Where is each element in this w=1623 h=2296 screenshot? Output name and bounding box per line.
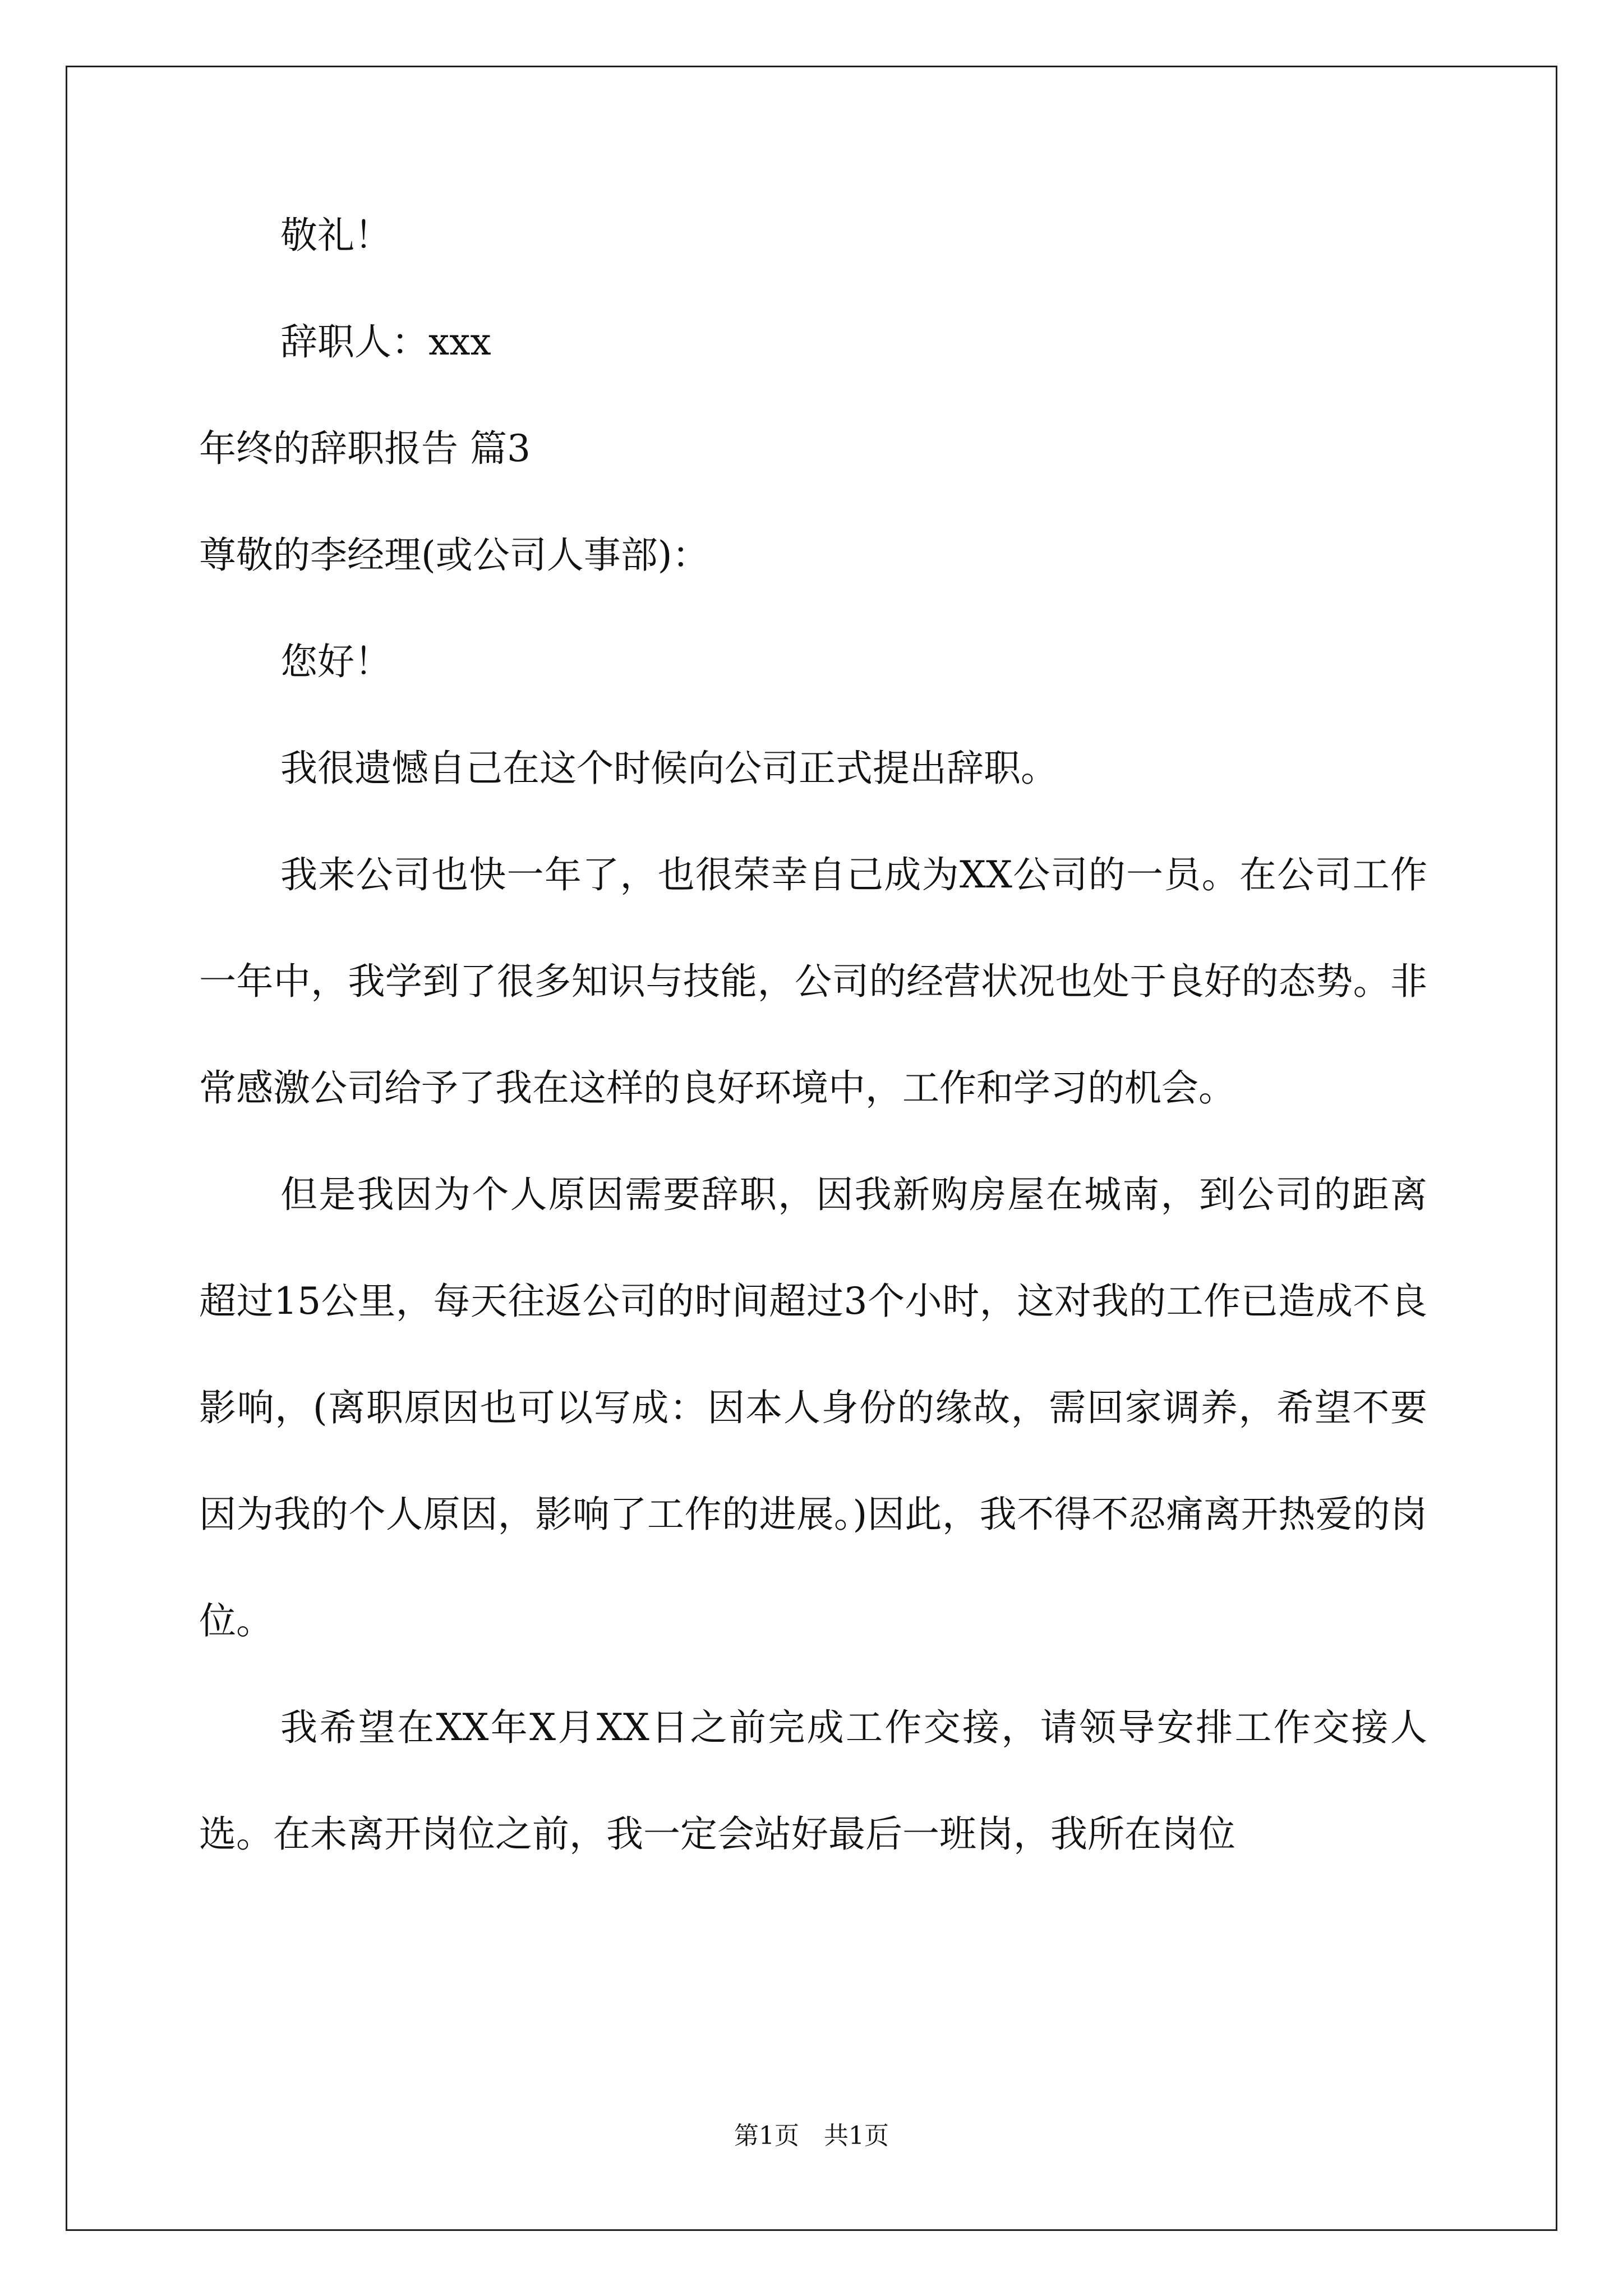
document-body bbox=[199, 213, 1427, 1918]
paragraph: 但是我因为个人原因需要辞职，因我新购房屋在城南，到公司的距离超过15公里，每天往返公司的时间超过3个小时，这对我的工作已造成不良影响，(离职原因也可以写成：因本人身份的缘故，需回家调养，希望不要因为我的个人原因，影响了工作的进展。)因此，我不得不忍痛离开热爱的岗位。 bbox=[199, 1173, 1427, 1642]
paragraph: 我来公司也快一年了，也很荣幸自己成为XX公司的一员。在公司工作一年中，我学到了很多知识与技能，公司的经营状况也处于良好的态势。非常感激公司给予了我在这样的良好环境中，工作和学习的机会。 bbox=[199, 853, 1427, 1110]
greeting-line: 您好！ bbox=[280, 640, 391, 683]
paragraph: 我希望在XX年X月XX日之前完成工作交接，请领导安排工作交接人选。在未离开岗位之前，我一定会站好最后一班岗，我所在岗位 bbox=[199, 1706, 1427, 1856]
section-title: 年终的辞职报告 篇3 bbox=[199, 427, 531, 470]
salutation-line: 尊敬的李经理(或公司人事部)： bbox=[199, 533, 709, 577]
closing-line: 敬礼！ bbox=[280, 214, 391, 257]
signature-line: 辞职人：xxx bbox=[280, 320, 491, 364]
paragraph: 我很遗憾自己在这个时候向公司正式提出辞职。 bbox=[280, 747, 1058, 790]
page-footer: 第1页 共1页 bbox=[734, 2122, 889, 2150]
